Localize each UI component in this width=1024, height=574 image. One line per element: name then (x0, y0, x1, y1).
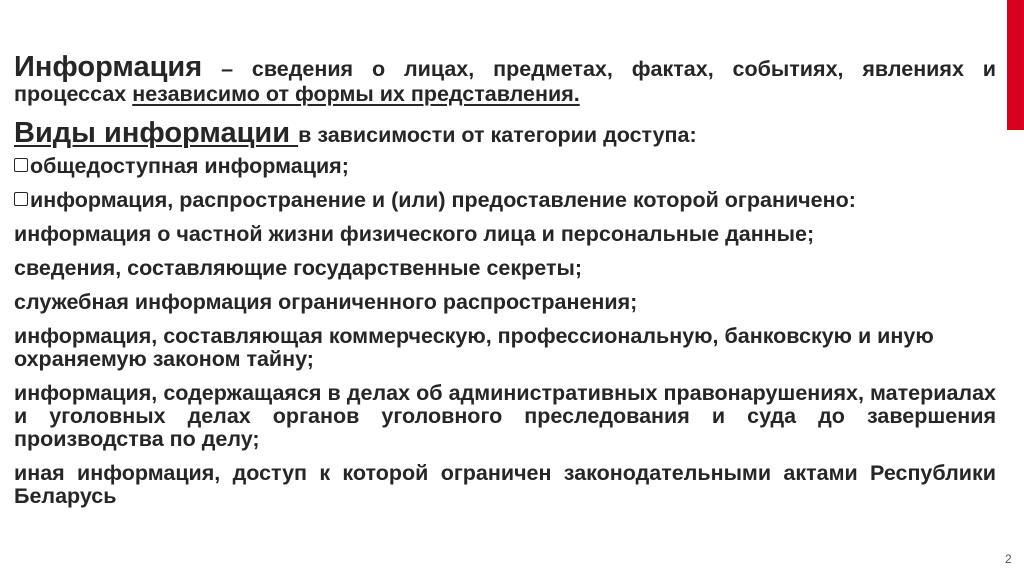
checkbox-icon (14, 158, 28, 172)
definition-underlined: независимо от формы их представления. (132, 82, 580, 106)
checkbox-item-public (14, 155, 996, 178)
slide-number: 2 (1005, 552, 1012, 566)
checkbox-item-restricted (14, 189, 996, 212)
list-item: сведения, составляющие государственные секреты; (14, 256, 582, 280)
term-information: Информация (14, 51, 203, 83)
checkbox-item-label: общедоступная информация; (30, 154, 349, 178)
accent-bar (1007, 0, 1024, 130)
list-item: информация, содержащаяся в делах об административных правонарушениях, материалах и уголовных делах органов уголовного преследования и суда до завершения производства по делу; (14, 381, 996, 451)
slide-content (14, 52, 996, 519)
list-item: иная информация, доступ к которой ограничен законодательными актами Республики Беларусь (14, 461, 996, 508)
definition-text: – сведения о лицах, предметах, фактах, событиях, явлениях и процессах (14, 57, 996, 106)
types-heading: Виды информации (14, 117, 299, 149)
types-subheading: в зависимости от категории доступа: (298, 123, 697, 147)
definition-paragraph (14, 52, 996, 106)
list-item: служебная информация ограниченного распространения; (14, 290, 638, 314)
list-item: информация, составляющая коммерческую, профессиональную, банковскую и иную охраняемую законом тайну; (14, 324, 934, 371)
list-item: информация о частной жизни физического лица и персональные данные; (14, 222, 815, 246)
types-heading-line (14, 117, 996, 149)
checkbox-item-label: информация, распространение и (или) предоставление которой ограничено: (30, 188, 856, 212)
checkbox-icon (14, 192, 28, 206)
